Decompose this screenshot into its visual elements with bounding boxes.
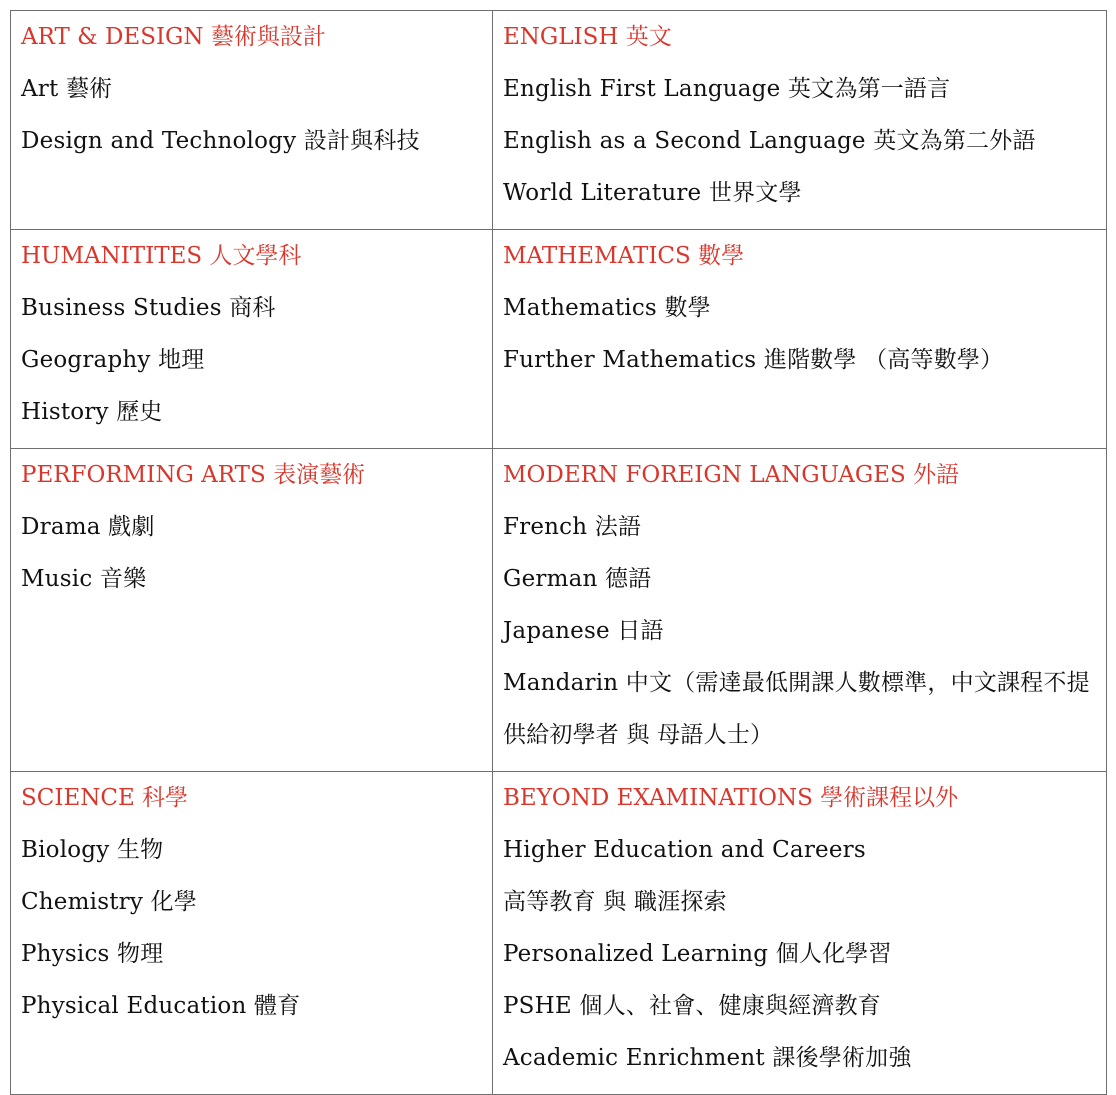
- subject-item: PSHE 個人、社會、健康與經濟教育: [503, 993, 881, 1019]
- section-title: MODERN FOREIGN LANGUAGES 外語: [503, 462, 960, 488]
- subject-item: Higher Education and Careers: [503, 837, 866, 863]
- section-english: [493, 11, 1107, 230]
- subject-item: Biology 生物: [21, 837, 164, 863]
- section-beyond-examinations: [493, 772, 1107, 1095]
- section-title: MATHEMATICS 數學: [503, 243, 745, 269]
- subject-item: Further Mathematics 進階數學 （高等數學）: [503, 347, 1004, 373]
- table-row: [11, 772, 1107, 1095]
- subject-item: Personalized Learning 個人化學習: [503, 941, 892, 967]
- subject-item: French 法語: [503, 514, 642, 540]
- subject-item: Mathematics 數學: [503, 295, 711, 321]
- subjects-table: [10, 10, 1107, 1095]
- section-title: HUMANITITES 人文學科: [21, 243, 302, 269]
- subject-item: Mandarin 中文（需達最低開課人數標準，中文課程不提供給初學者 與 母語人士）: [503, 670, 1090, 748]
- subject-item: World Literature 世界文學: [503, 180, 802, 206]
- subject-item: Business Studies 商科: [21, 295, 276, 321]
- section-mathematics: [493, 230, 1107, 449]
- section-title: SCIENCE 科學: [21, 785, 189, 811]
- subject-item: English First Language 英文為第一語言: [503, 76, 951, 102]
- subject-item: Drama 戲劇: [21, 514, 155, 540]
- section-art-design: [11, 11, 493, 230]
- subject-item: Art 藝術: [21, 76, 113, 102]
- section-title: ENGLISH 英文: [503, 24, 672, 50]
- subject-item: 高等教育 與 職涯探索: [503, 889, 727, 915]
- subject-item: Music 音樂: [21, 566, 147, 592]
- section-title: ART & DESIGN 藝術與設計: [21, 24, 326, 50]
- subject-item: History 歷史: [21, 399, 163, 425]
- table-row: [11, 230, 1107, 449]
- table-row: [11, 449, 1107, 772]
- section-humanities: [11, 230, 493, 449]
- table-row: [11, 11, 1107, 230]
- section-title: PERFORMING ARTS 表演藝術: [21, 462, 366, 488]
- subject-item: Academic Enrichment 課後學術加強: [503, 1045, 912, 1071]
- subject-item: Japanese 日語: [503, 618, 664, 644]
- subject-item: Design and Technology 設計與科技: [21, 128, 420, 154]
- subject-item: Geography 地理: [21, 347, 205, 373]
- section-performing-arts: [11, 449, 493, 772]
- section-science: [11, 772, 493, 1095]
- section-modern-foreign-languages: [493, 449, 1107, 772]
- subject-item: Physical Education 體育: [21, 993, 301, 1019]
- section-title: BEYOND EXAMINATIONS 學術課程以外: [503, 785, 959, 811]
- subject-item: English as a Second Language 英文為第二外語: [503, 128, 1036, 154]
- subject-item: Chemistry 化學: [21, 889, 197, 915]
- subject-item: Physics 物理: [21, 941, 164, 967]
- subject-item: German 德語: [503, 566, 652, 592]
